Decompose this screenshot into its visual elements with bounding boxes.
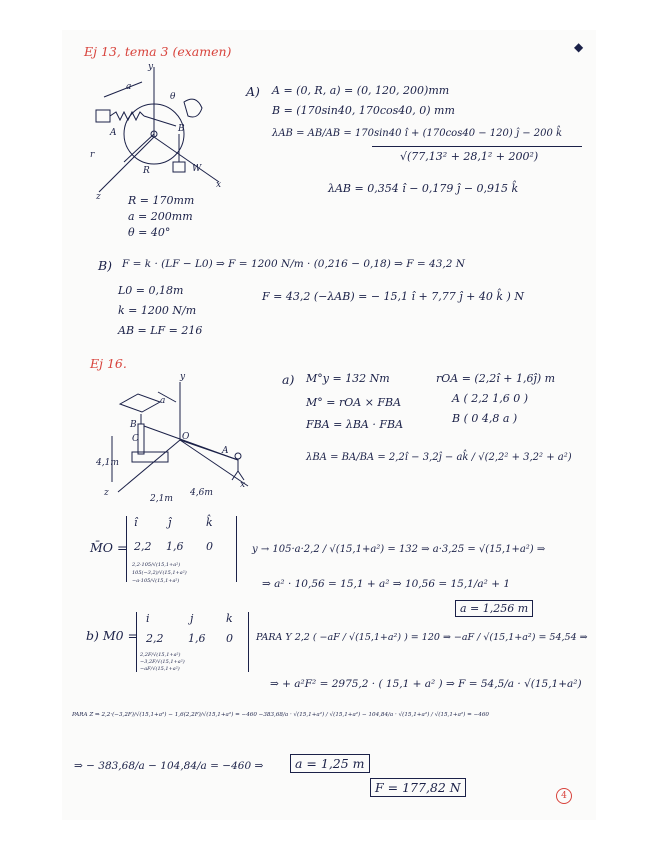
bracket: [184, 99, 202, 117]
ex13-A-coords: A = (0, R, a) = (0, 120, 200)mm: [272, 84, 450, 97]
fig16-a-label: a: [160, 396, 166, 406]
fig16-dist-label: 2,1m: [150, 494, 173, 504]
radius-line: [124, 134, 154, 162]
ex13-partA-label: A): [246, 84, 260, 99]
ex16-rOA: rOA = (2,2î + 1,6ĵ) m: [436, 372, 556, 385]
para-y: PARA Y 2,2 ( −aF / √(15,1+a²) ) = 120 ⇒ −aF / √(15,1+a²) = 54,54 ⇒: [256, 632, 588, 643]
result-a2: a = 1,25 m: [290, 754, 370, 773]
fig13-a-label: a: [126, 82, 132, 92]
b-det-left-bar: [136, 612, 137, 672]
mo-r2: 1,6: [166, 540, 184, 553]
ex16-lambda: λBA = BA/BA = 2,2î − 3,2ĵ − ak̂ / √(2,2² + 3,2² + a²): [306, 452, 572, 463]
ex16-partA-label: a): [282, 372, 295, 387]
fig16-height-label: 4,1m: [96, 458, 119, 468]
ex16-title: Ej 16.: [90, 356, 127, 371]
fig16-z-label: z: [104, 488, 109, 498]
fig13-W-label: W: [192, 164, 202, 174]
fig13-A-label: A: [110, 128, 117, 138]
b-j: j: [190, 612, 194, 625]
fig16-O-label: O: [182, 432, 190, 442]
mo-label: M̄O =: [90, 540, 128, 555]
fig13-x-label: x: [216, 180, 222, 190]
b-eq-2: ⇒ + a²F² = 2975,2 · ( 15,1 + a² ) ⇒ F = 54,5/a · √(15,1+a²): [270, 678, 582, 690]
fig13-z-label: z: [96, 192, 101, 202]
x-axis-line: [154, 137, 219, 182]
fig13-r-label: r: [90, 150, 95, 160]
wall-support: [96, 110, 110, 122]
mo-f1: 2,2·105/√(15,1+a²): [132, 562, 181, 568]
fig13-B-label: B: [178, 124, 185, 134]
result-F: F = 177,82 N: [370, 778, 466, 797]
fig16-y-label: y: [180, 372, 186, 382]
ex16-point-A: A ( 2,2 1,6 0 ): [452, 392, 528, 405]
b-k: k: [226, 612, 233, 625]
ex13-title: Ej 13, tema 3 (examen): [84, 44, 232, 59]
corner-mark: ◆: [574, 40, 584, 54]
ex13-data-theta: θ = 40°: [128, 226, 171, 239]
b-i: i: [146, 612, 150, 625]
z-axis-line: [118, 440, 180, 492]
ex13-lambda-numerator: λAB = AB/AB = 170sin40 î + (170cos40 − 120) ĵ − 200 k̂: [272, 128, 563, 139]
b-f3: −aF/√(15,1+a²): [140, 666, 180, 672]
b-f1: 2,2F/√(15,1+a²): [140, 652, 181, 658]
b-r3: 0: [226, 632, 233, 645]
person-head: [235, 453, 241, 459]
ex16-force-def: FBA = λBA · FBA: [306, 418, 404, 431]
b-det-right-bar: [248, 612, 249, 672]
b-r1: 2,2: [146, 632, 164, 645]
fig16-A-label: A: [222, 446, 229, 456]
mo-i: î: [134, 516, 138, 529]
page-number: 4: [556, 788, 572, 804]
ex13-given-L0: L0 = 0,18m: [118, 284, 184, 297]
rope-OA: [180, 440, 238, 460]
fig16-B-label: B: [130, 420, 137, 430]
person-leg-right: [238, 471, 244, 480]
fig13-theta-label: θ: [170, 92, 176, 102]
dim-a: [104, 82, 142, 97]
mo-f2: 105(−3,2)/√(15,1+a²): [132, 570, 187, 576]
weight-block: [173, 162, 185, 172]
ex13-data-R: R = 170mm: [128, 194, 195, 207]
top-plate: [120, 394, 160, 412]
ex13-force-vector: F = 43,2 (−λAB) = − 15,1 î + 7,77 ĵ + 40 k̂ ) N: [262, 290, 524, 303]
ex13-lambda-fraction-bar: [372, 146, 582, 147]
mo-f3: −a·105/√(15,1+a²): [132, 578, 180, 584]
ex13-data-a: a = 200mm: [128, 210, 193, 223]
mo-det-right-bar: [236, 516, 237, 582]
fig13-R-label: R: [143, 166, 150, 176]
ex13-partB-label: B): [98, 258, 113, 273]
mo-r1: 2,2: [134, 540, 152, 553]
ex13-figure: [84, 62, 234, 202]
b-f2: −3,2F/√(15,1+a²): [140, 659, 185, 665]
mo-k: k̂: [206, 516, 213, 529]
ex16-figure: [98, 374, 258, 524]
b-eq-4: ⇒ − 383,68/a − 104,84/a = −460 ⇒: [74, 760, 264, 772]
mo-j: ĵ: [168, 516, 172, 529]
base-plate: [132, 452, 168, 462]
partB-label: b) M0 =: [86, 628, 139, 643]
fig13-y-label: y: [148, 62, 154, 72]
result-a1: a = 1,256 m: [455, 600, 533, 617]
ex13-given-k: k = 1200 N/m: [118, 304, 197, 317]
fig16-x-label: x: [240, 480, 246, 490]
cable-AB: [144, 116, 176, 126]
mo-eq-y: y → 105·a·2,2 / √(15,1+a²) = 132 ⇒ a·3,25 = √(15,1+a²) ⇒: [252, 544, 546, 555]
ex16-moment-y: M°y = 132 Nm: [306, 372, 390, 385]
mo-r3: 0: [206, 540, 213, 553]
fig16-C-label: C: [132, 434, 139, 444]
mo-eq-2: ⇒ a² · 10,56 = 15,1 + a² ⇒ 10,56 = 15,1/a² + 1: [262, 578, 511, 590]
ex13-B-coords: B = (170sin40, 170cos40, 0) mm: [272, 104, 455, 117]
fig16-dist2-label: 4,6m: [190, 488, 213, 498]
ex13-lambda-denominator: √(77,13² + 28,1² + 200²): [400, 150, 539, 163]
spring: [110, 112, 144, 120]
mo-det-left-bar: [126, 516, 127, 582]
ex16-moment-def: M° = rOA × FBA: [306, 396, 402, 409]
para-z: PARA Z ⇒ 2,2·(−3,2F)/√(15,1+a²) − 1,6(2,2F)/√(15,1+a²) = −460 −383,68/a · √(15,1+a²) / √(15,1+a²) − 104,84/a · √(15,1+a²) / √(15,1+a²) = −460: [72, 712, 489, 718]
ex13-lambda-result: λAB = 0,354 î − 0,179 ĵ − 0,915 k̂: [328, 182, 519, 195]
b-r2: 1,6: [188, 632, 206, 645]
ex13-spring-force: F = k · (LF − L0) ⇒ F = 1200 N/m · (0,216 − 0,18) ⇒ F = 43,2 N: [122, 258, 465, 270]
ex13-given-AB: AB = LF = 216: [118, 324, 203, 337]
ex16-point-B: B ( 0 4,8 a ): [452, 412, 518, 425]
